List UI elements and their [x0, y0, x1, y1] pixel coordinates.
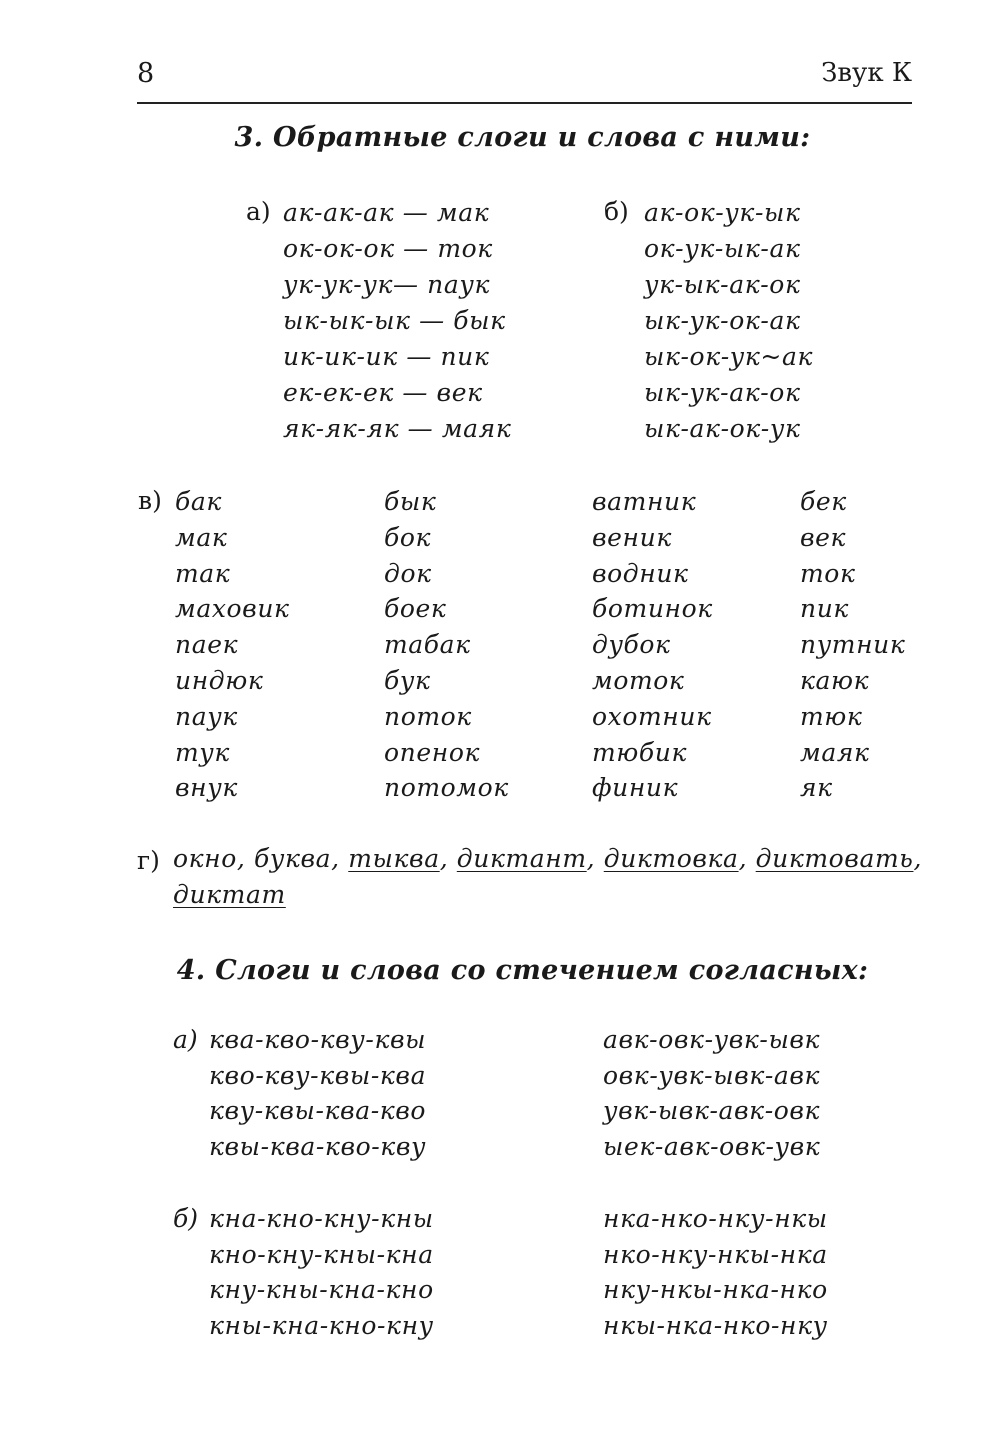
list-item: маяк: [800, 737, 870, 767]
list-item: ток: [800, 558, 856, 588]
list-item: ак-ок-ук-ык: [644, 198, 801, 227]
list-item: каюк: [800, 665, 870, 695]
list-item: боек: [384, 594, 447, 624]
list-item: кну-кны-кна-кно: [209, 1275, 434, 1305]
word-column-3: [592, 484, 713, 806]
section-3g-line-2: [173, 880, 286, 909]
list-item: ок-ок-ок — ток: [283, 234, 493, 263]
list-item: табак: [384, 630, 471, 660]
underlined-word: диктовка: [603, 844, 739, 873]
page-number: 8: [137, 58, 155, 89]
section-4b-left-list: [209, 1201, 434, 1343]
list-item: финик: [592, 773, 679, 803]
list-item: тюк: [800, 701, 863, 731]
list-item: кно-кну-кны-кна: [209, 1239, 434, 1269]
list-item: пик: [800, 594, 849, 624]
list-item: бак: [175, 487, 222, 516]
list-item: авк-овк-увк-ывк: [603, 1025, 821, 1054]
list-item: индюк: [175, 665, 264, 695]
list-item: кво-кву-квы-ква: [209, 1060, 427, 1090]
list-item: охотник: [592, 701, 712, 731]
list-item: ык-ук-ак-ок: [644, 378, 801, 407]
section-3g-line-1: окно, буква, тыква, диктант, диктовка, диктовать,: [173, 844, 923, 873]
list-item: док: [384, 558, 432, 588]
list-item: опенок: [384, 737, 480, 767]
section-3v-marker: в): [138, 486, 162, 515]
list-item: потомок: [384, 773, 509, 803]
list-item: моток: [592, 665, 685, 695]
list-item: ыек-авк-овк-увк: [603, 1131, 821, 1161]
section-4a-left-list: [209, 1022, 426, 1164]
section-4b-marker: б): [173, 1204, 199, 1233]
list-item: веник: [592, 522, 672, 552]
section-4a-right-list: [603, 1022, 820, 1164]
list-item: ок-ук-ык-ак: [644, 234, 801, 263]
header-rule: [137, 102, 912, 104]
list-item: ак-ак-ак — мак: [283, 198, 490, 227]
list-item: мак: [175, 522, 228, 552]
section-4b-right-list: [603, 1201, 828, 1343]
list-item: паек: [175, 630, 239, 660]
list-item: ук-ык-ак-ок: [644, 270, 801, 299]
list-item: нкы-нка-нко-нку: [603, 1310, 828, 1340]
list-item: внук: [175, 773, 238, 803]
word-column-2: [384, 484, 509, 806]
underlined-word: диктат: [173, 880, 286, 909]
list-item: маховик: [175, 594, 290, 624]
word-column-1: [175, 484, 290, 806]
section-3g-marker: г): [137, 846, 160, 875]
list-item: бук: [384, 665, 431, 695]
list-item: як-як-як — маяк: [283, 414, 512, 443]
list-item: кву-квы-ква-кво: [209, 1096, 427, 1126]
list-item: путник: [800, 630, 906, 660]
list-item: поток: [384, 701, 472, 731]
list-item: ук-ук-ук— паук: [283, 270, 490, 299]
list-item: водник: [592, 558, 689, 588]
underlined-word: диктовать: [755, 844, 914, 873]
list-item: ква-кво-кву-квы: [209, 1025, 427, 1054]
list-item: бек: [800, 487, 847, 516]
list-item: паук: [175, 701, 238, 731]
list-item: век: [800, 522, 847, 552]
list-item: ек-ек-ек — век: [283, 378, 483, 407]
list-item: тюбик: [592, 737, 688, 767]
list-item: як: [800, 773, 833, 803]
list-item: овк-увк-ывк-авк: [603, 1060, 821, 1090]
word: окно: [173, 844, 237, 873]
list-item: так: [175, 558, 231, 588]
list-item: кны-кна-кно-кну: [209, 1310, 434, 1340]
section-3a-marker: а): [246, 197, 271, 226]
list-item: нка-нко-нку-нкы: [603, 1204, 828, 1233]
underlined-word: диктант: [456, 844, 587, 873]
list-item: ик-ик-ик — пик: [283, 342, 490, 371]
underlined-word: тыква: [348, 844, 440, 873]
section-4a-marker: а): [173, 1025, 198, 1054]
list-item: ык-ык-ык — бык: [283, 306, 506, 335]
list-item: ык-ак-ок-ук: [644, 414, 801, 443]
section-3b-marker: б): [604, 197, 629, 226]
list-item: дубок: [592, 630, 671, 660]
list-item: ватник: [592, 487, 697, 516]
list-item: кна-кно-кну-кны: [209, 1204, 434, 1233]
word-column-4: [800, 484, 905, 806]
list-item: бык: [384, 487, 437, 516]
list-item: бок: [384, 522, 432, 552]
list-item: ботинок: [592, 594, 713, 624]
section-4-title: 4. Слоги и слова со стечением согласных:: [176, 955, 869, 986]
word: буква: [254, 844, 332, 873]
section-3a-list: [283, 195, 511, 447]
list-item: ык-ук-ок-ак: [644, 306, 801, 335]
section-3b-list: [644, 195, 813, 447]
list-item: нко-нку-нкы-нка: [603, 1239, 828, 1269]
list-item: тук: [175, 737, 230, 767]
list-item: ык-ок-ук~ак: [644, 342, 813, 371]
list-item: квы-ква-кво-кву: [209, 1131, 427, 1161]
running-title: Звук К: [821, 58, 912, 88]
list-item: увк-ывк-авк-овк: [603, 1096, 821, 1126]
list-item: нку-нкы-нка-нко: [603, 1275, 828, 1305]
section-3-title: 3. Обратные слоги и слова с ними:: [234, 122, 811, 153]
